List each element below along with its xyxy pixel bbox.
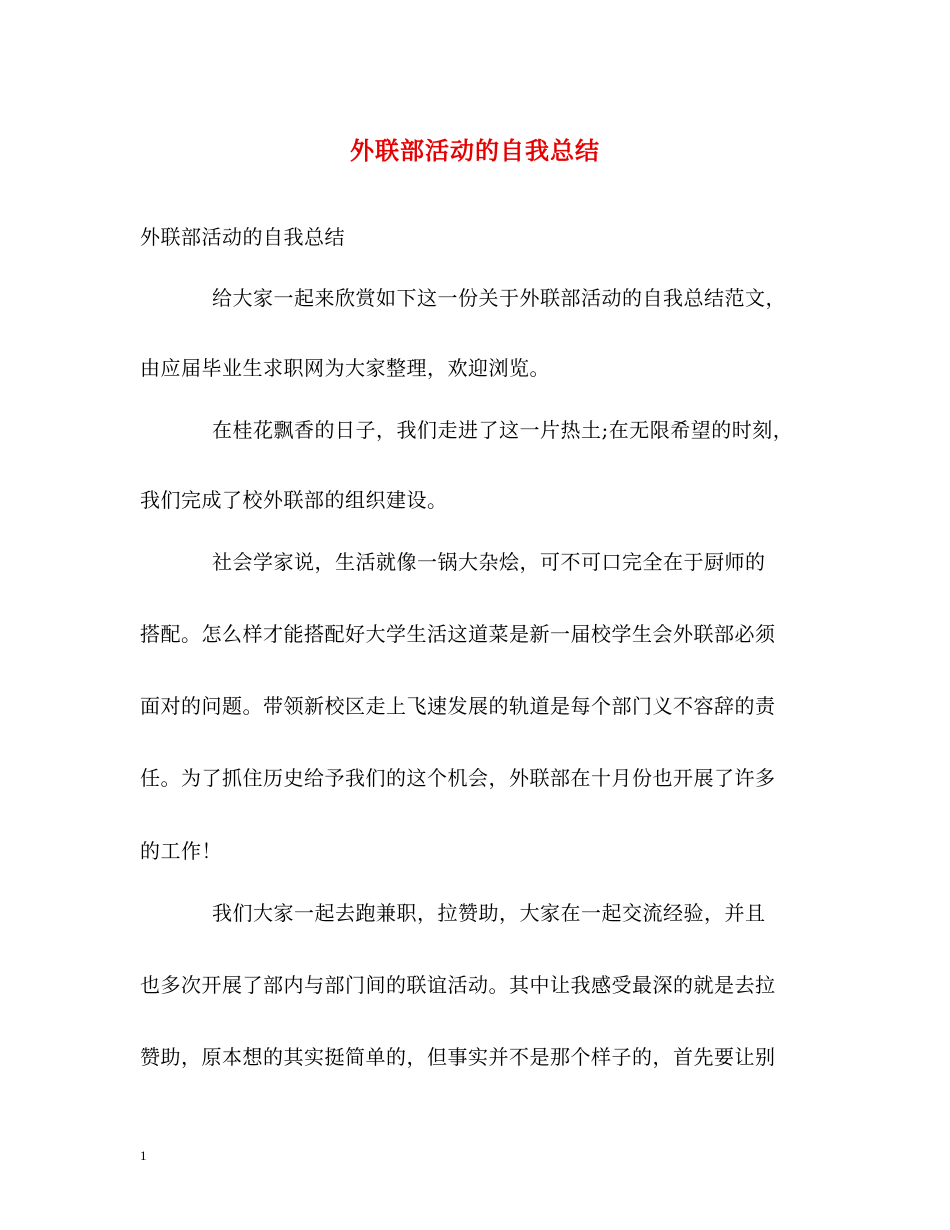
paragraph-line: 我们完成了校外联部的组织建设。: [140, 488, 448, 512]
paragraph-line: 面对的问题。带领新校区走上飞速发展的轨道是每个部门义不容辞的责: [140, 694, 776, 718]
paragraph-line: 在桂花飘香的日子，我们走进了这一片热土;在无限希望的时刻，: [212, 418, 794, 442]
paragraph-line: 我们大家一起去跑兼职，拉赞助，大家在一起交流经验，并且: [212, 901, 766, 925]
paragraph-line: 给大家一起来欣赏如下这一份关于外联部活动的自我总结范文，: [212, 286, 786, 310]
paragraph-line: 搭配。怎么样才能搭配好大学生活这道菜是新一届校学生会外联部必须: [140, 622, 776, 646]
page-number: 1: [140, 1148, 147, 1163]
paragraph-line: 赞助，原本想的其实挺简单的，但事实并不是那个样子的，首先要让别: [140, 1045, 776, 1069]
paragraph-line: 的工作！: [140, 839, 222, 863]
document-title: 外联部活动的自我总结: [350, 136, 600, 165]
paragraph-line: 社会学家说，生活就像一锅大杂烩，可不可口完全在于厨师的: [212, 550, 766, 574]
paragraph-line: 也多次开展了部内与部门间的联谊活动。其中让我感受最深的就是去拉: [140, 973, 776, 997]
paragraph-line: 由应届毕业生求职网为大家整理，欢迎浏览。: [140, 356, 550, 380]
paragraph-line: 任。为了抓住历史给予我们的这个机会，外联部在十月份也开展了许多: [140, 766, 776, 790]
subtitle-line: 外联部活动的自我总结: [140, 225, 345, 249]
